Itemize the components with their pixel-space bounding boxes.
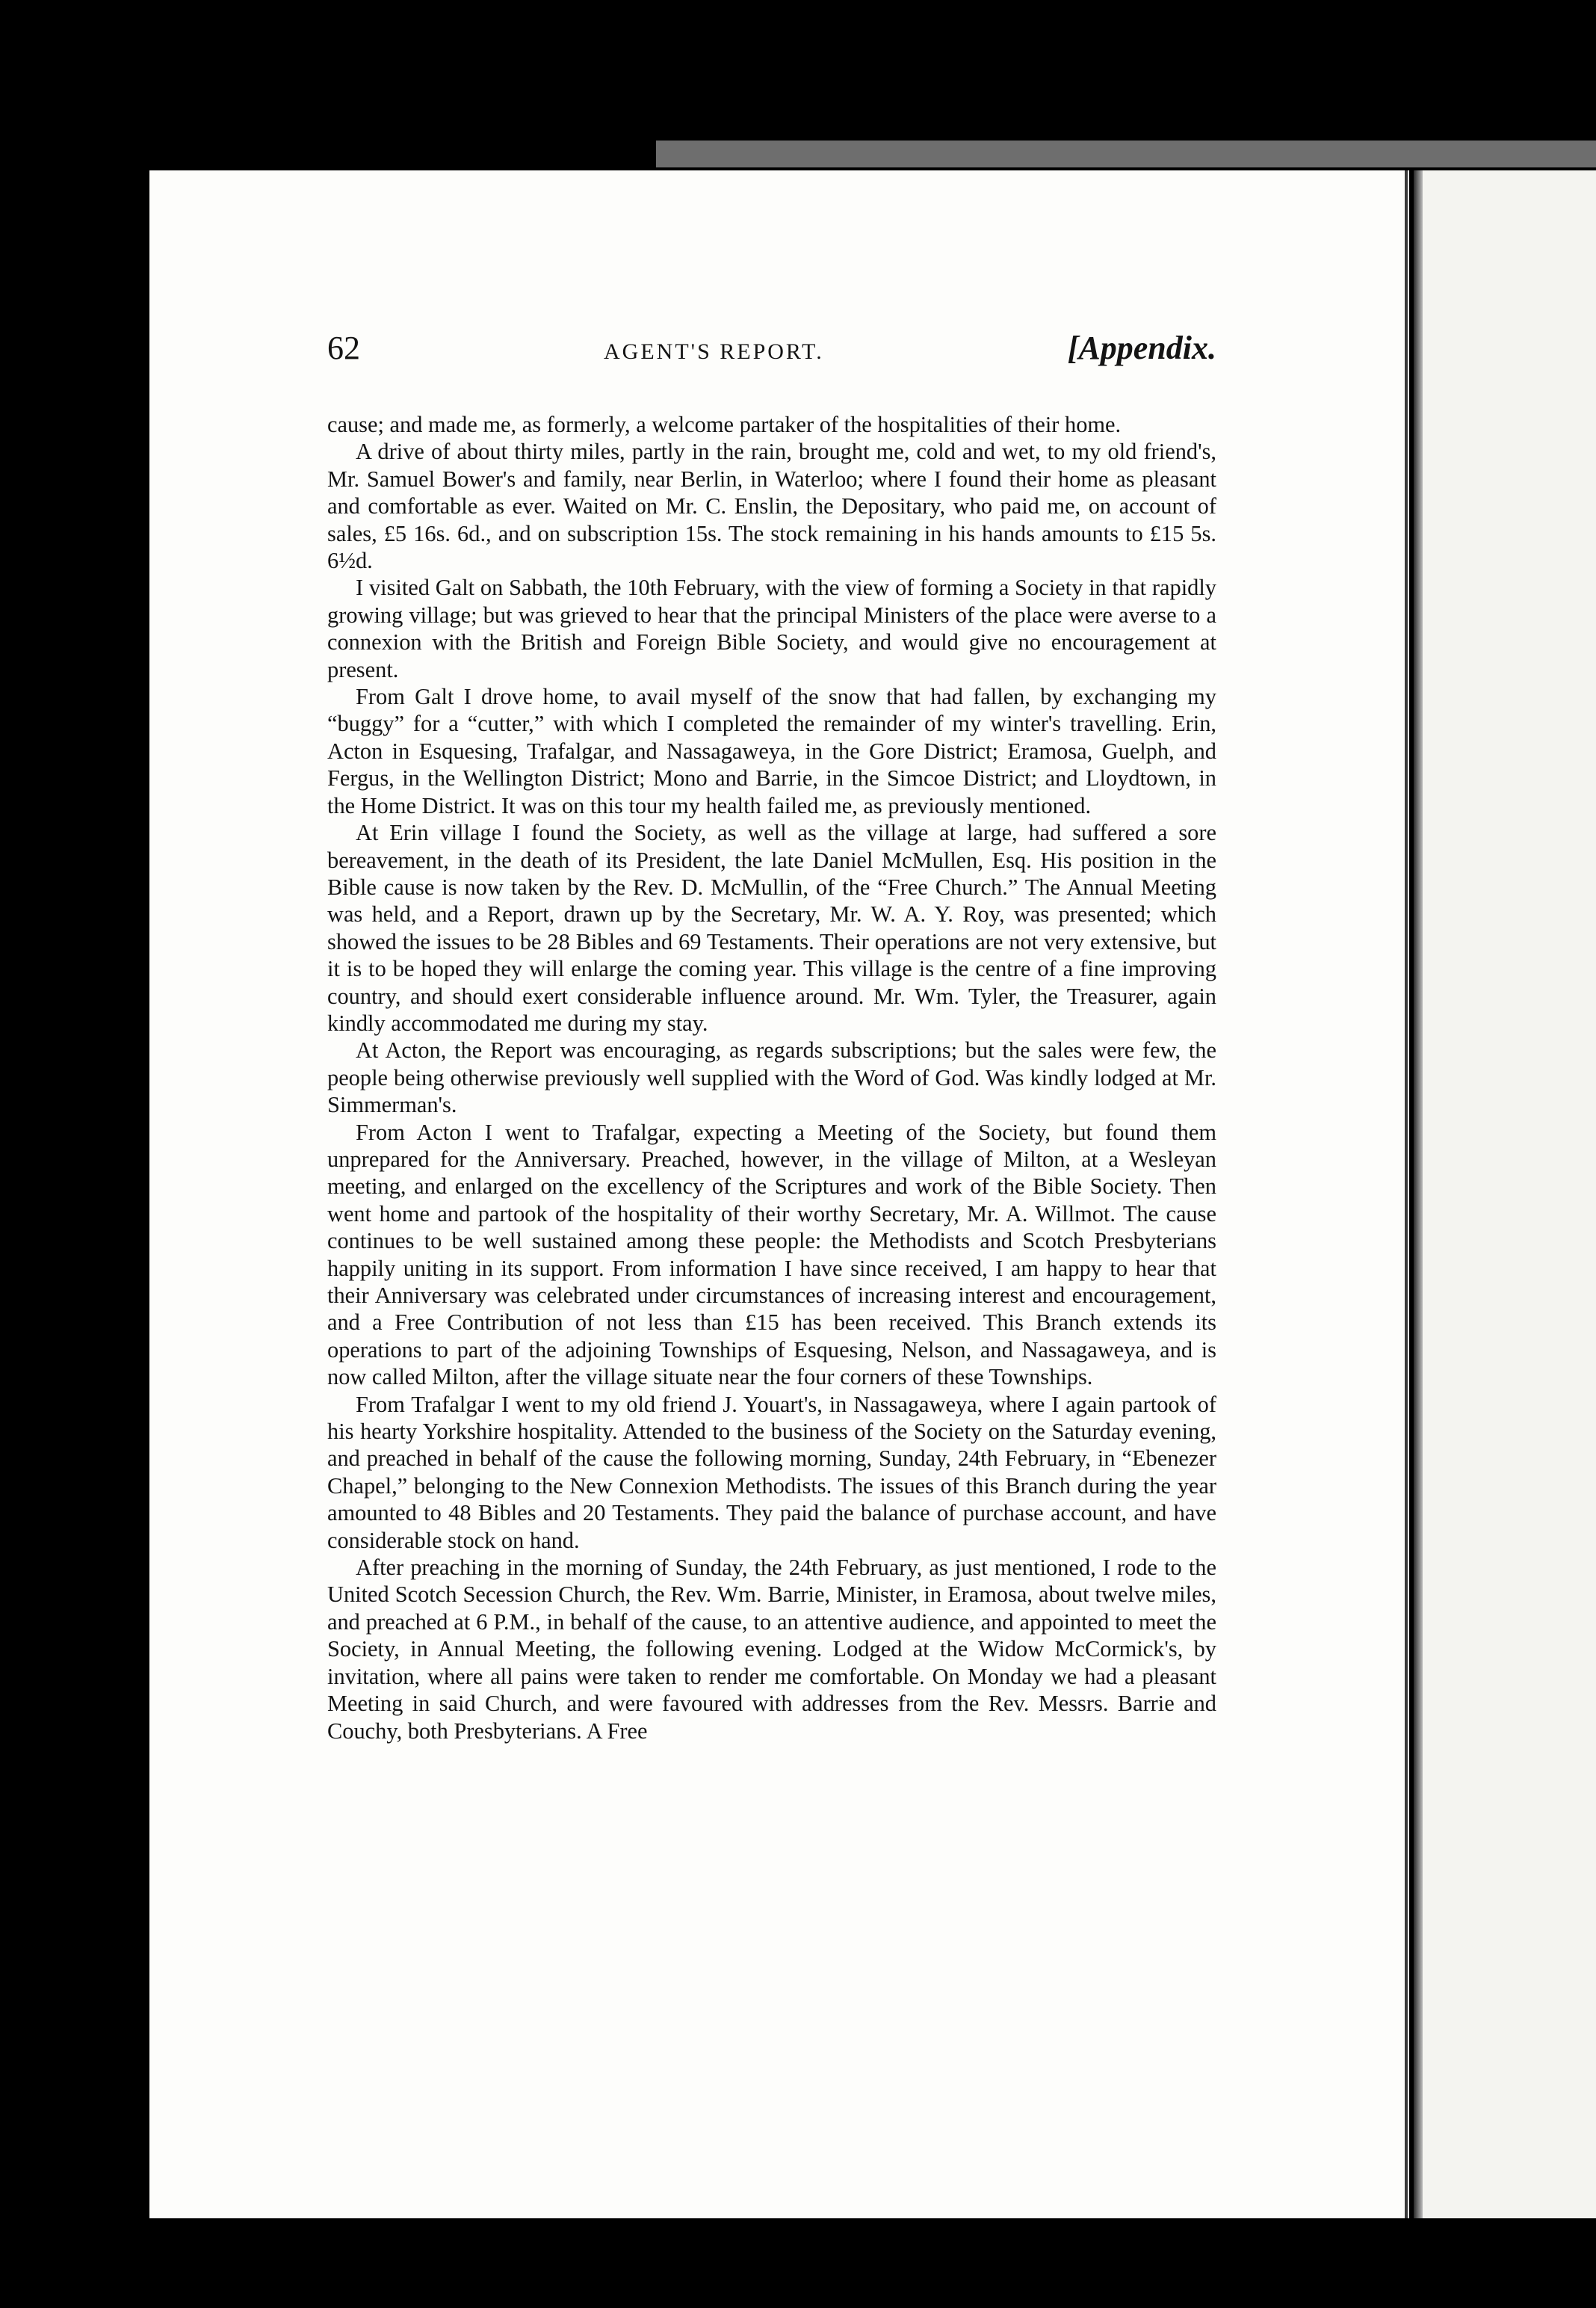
page-gutter xyxy=(1405,170,1408,2218)
paragraph: From Acton I went to Trafalgar, expecting a Meeting of the Society, but found them unprepared for the Anniversary. Preached, however, in the village of Milton, at a Wesleyan meeting, and enlarged on the excellency of the Scriptures and work of the Bible Society. Then went home and partook of the hospitality of their worthy Secretary, Mr. A. Willmot. The cause continues to be well sustained among these people: the Methodists and Scotch Presbyterians happily uniting in its support. From information I have since received, I am happy to hear that their Anniversary was celebrated under circumstances of increasing interest and encouragement, and a Free Contribution of not less than £15 has been received. This Branch extends its operations to part of the adjoining Townships of Esquesing, Nelson, and Nassagaweya, and is now called Milton, after the village situate near the four corners of these Townships. xyxy=(327,1119,1216,1390)
paragraph: At Acton, the Report was encouraging, as regards subscriptions; but the sales were few, the people being otherwise previously well supplied with the Word of God. Was kindly lodged at Mr. Simmerman's. xyxy=(327,1037,1216,1118)
next-page-strip xyxy=(1414,170,1596,2218)
paragraph: After preaching in the morning of Sunday, the 24th February, as just mentioned, I rode to the United Scotch Secession Church, the Rev. Wm. Barrie, Minister, in Eramosa, about twelve miles, and preached at 6 P.M., in behalf of the cause, to an attentive audience, and appointed to meet the Society, in Annual Meeting, the following evening. Lodged at the Widow McCormick's, by invitation, where all pains were taken to render me comfortable. On Monday we had a pleasant Meeting in said Church, and were favoured with addresses from the Rev. Messrs. Barrie and Couchy, both Presbyterians. A Free xyxy=(327,1555,1216,1744)
running-title: AGENT'S REPORT. xyxy=(604,339,824,364)
page-header xyxy=(327,329,1216,381)
next-page-edge xyxy=(1414,170,1423,2218)
paragraph: cause; and made me, as formerly, a welcome partaker of the hospitalities of their home. xyxy=(327,412,1122,437)
page-text xyxy=(327,329,1216,1744)
paragraph: At Erin village I found the Society, as well as the village at large, had suffered a sore bereavement, in the death of its President, the late Daniel McMullen, Esq. His position in the Bible cause is now taken by the Rev. D. McMullin, of the “Free Church.” The Annual Meeting was held, and a Report, drawn up by the Secretary, Mr. W. A. Y. Roy, was presented; which showed the issues to be 28 Bibles and 69 Testaments. Their operations are not very extensive, but it is to be hoped they will enlarge the coming year. This village is the centre of a fine improving country, and should exert considerable influence around. Mr. Wm. Tyler, the Treasurer, again kindly accommodated me during my stay. xyxy=(327,820,1216,1036)
paragraph: A drive of about thirty miles, partly in the rain, brought me, cold and wet, to my old friend's, Mr. Samuel Bower's and family, near Berlin, in Waterloo; where I found their home as pleasant and comfortable as ever. Waited on Mr. C. Enslin, the Depositary, who paid me, on account of sales, £5 16s. 6d., and on subscription 15s. The stock remaining in his hands amounts to £15 5s. 6½d. xyxy=(327,439,1216,574)
paragraph: From Trafalgar I went to my old friend J. Youart's, in Nassagaweya, where I again partook of his hearty Yorkshire hospitality. Attended to the business of the Society on the Saturday evening, and preached in behalf of the cause the following morning, Sunday, 24th February, in “Ebenezer Chapel,” belonging to the New Connexion Methodists. The issues of this Branch during the year amounted to 48 Bibles and 20 Testaments. They paid the balance of purchase account, and have considerable stock on hand. xyxy=(327,1391,1216,1553)
paragraph: From Galt I drove home, to avail myself of the snow that had fallen, by exchanging my “buggy” for a “cutter,” with which I completed the remainder of my winter's travelling. Erin, Acton in Esquesing, Trafalgar, and Nassagaweya, in the Gore District; Eramosa, Guelph, and Fergus, in the Wellington District; Mono and Barrie, in the Simcoe District; and Lloydtown, in the Home District. It was on this tour my health failed me, as previously mentioned. xyxy=(327,684,1216,818)
page-number: 62 xyxy=(327,330,360,366)
book-edge-band xyxy=(656,141,1596,167)
paragraph: I visited Galt on Sabbath, the 10th February, with the view of forming a Society in that rapidly growing village; but was grieved to hear that the principal Ministers of the place were averse to a connexion with the British and Foreign Bible Society, and would give no encouragement at present. xyxy=(327,575,1216,682)
section-label: [Appendix. xyxy=(1067,330,1216,366)
